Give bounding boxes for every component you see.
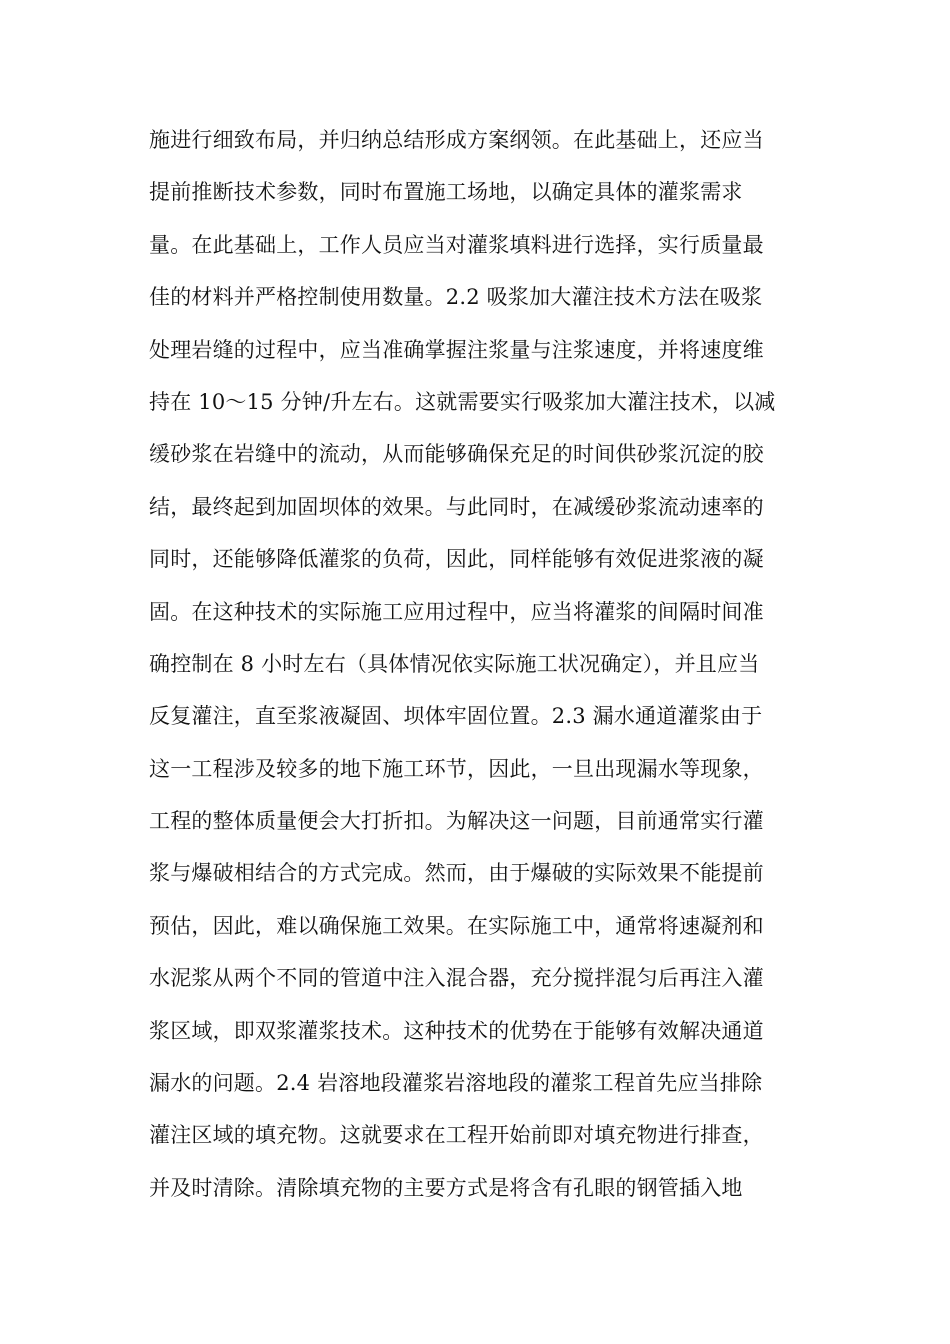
- text-line: 这一工程涉及较多的地下施工环节，因此，一旦出现漏水等现象，: [149, 756, 764, 781]
- text-line: 工程的整体质量便会大打折扣。为解决这一问题，目前通常实行灌: [149, 809, 764, 834]
- text-line: 并及时清除。清除填充物的主要方式是将含有孔眼的钢管插入地: [149, 1175, 743, 1200]
- text-line: 水泥浆从两个不同的管道中注入混合器，充分搅拌混匀后再注入灌: [149, 966, 764, 991]
- text-line: 佳的材料并严格控制使用数量。2.2 吸浆加大灌注技术方法在吸浆: [149, 285, 763, 310]
- text-line: 施进行细致布局，并归纳总结形成方案纲领。在此基础上，还应当: [149, 128, 764, 152]
- text-line: 处理岩缝的过程中，应当准确掌握注浆量与注浆速度，并将速度维: [149, 337, 764, 362]
- text-line: 反复灌注，直至浆液凝固、坝体牢固位置。2.3 漏水通道灌浆由于: [149, 704, 763, 729]
- text-line: 浆与爆破相结合的方式完成。然而，由于爆破的实际效果不能提前: [149, 861, 764, 886]
- body-text: [149, 114, 809, 1214]
- text-line: 漏水的问题。2.4 岩溶地段灌浆岩溶地段的灌浆工程首先应当排除: [149, 1071, 763, 1096]
- text-line: 结，最终起到加固坝体的效果。与此同时，在减缓砂浆流动速率的: [149, 494, 764, 519]
- text-line: 固。在这种技术的实际施工应用过程中，应当将灌浆的间隔时间准: [149, 599, 764, 624]
- text-line: 同时，还能够降低灌浆的负荷，因此，同样能够有效促进浆液的凝: [149, 547, 764, 572]
- text-line: 确控制在 8 小时左右（具体情况依实际施工状况确定），并且应当: [149, 651, 760, 676]
- text-line: 提前推断技术参数，同时布置施工场地，以确定具体的灌浆需求: [149, 180, 743, 205]
- text-line: 量。在此基础上，工作人员应当对灌浆填料进行选择，实行质量最: [149, 232, 764, 257]
- text-line: 浆区域，即双浆灌浆技术。这种技术的优势在于能够有效解决通道: [149, 1018, 764, 1043]
- text-line: 缓砂浆在岩缝中的流动，从而能够确保充足的时间供砂浆沉淀的胶: [149, 442, 764, 467]
- text-line: 灌注区域的填充物。这就要求在工程开始前即对填充物进行排查，: [149, 1123, 764, 1148]
- text-line: 持在 10～15 分钟/升左右。这就需要实行吸浆加大灌注技术，以减: [149, 389, 776, 414]
- text-line: 预估，因此，难以确保施工效果。在实际施工中，通常将速凝剂和: [149, 913, 764, 938]
